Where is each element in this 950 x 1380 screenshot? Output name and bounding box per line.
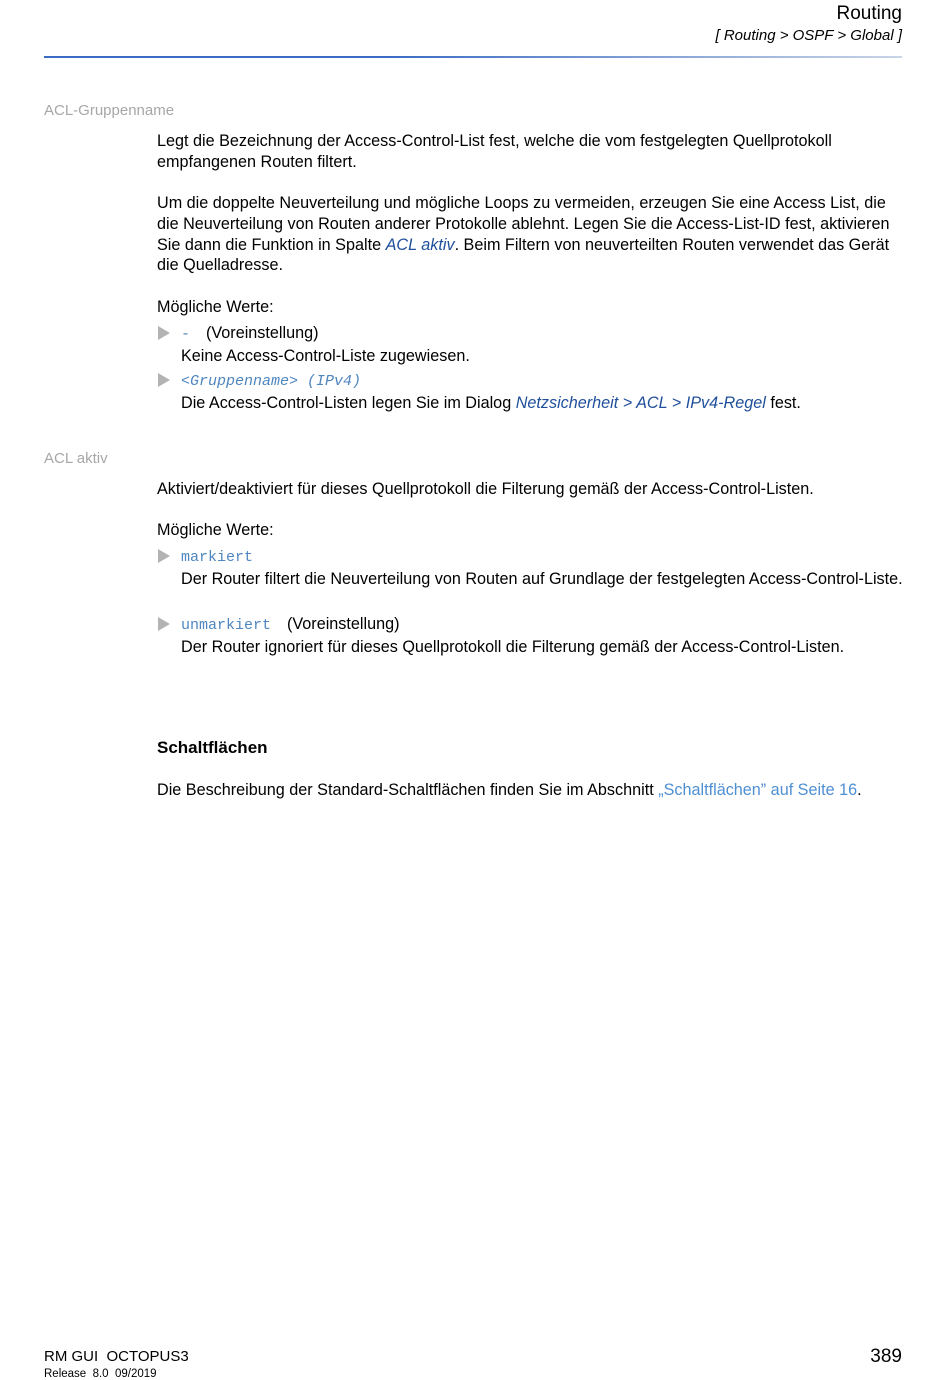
value-code: unmarkiert xyxy=(181,617,272,634)
value-description xyxy=(181,393,907,414)
triangle-bullet-icon xyxy=(158,617,170,631)
buttons-description-text-b: . xyxy=(857,781,862,799)
param-label-acl-active: ACL aktiv xyxy=(44,450,108,467)
value-description-text-a: Die Access-Control-Listen legen Sie im Dialog xyxy=(181,393,516,412)
value-code: - xyxy=(181,326,191,343)
value-description: Der Router filtert die Neuverteilung von Routen auf Grundlage der festgelegten Access-Control-Liste. xyxy=(181,569,903,588)
acl-active-values-label: Mögliche Werte: xyxy=(157,521,274,539)
acl-group-description: Legt die Bezeichnung der Access-Control-List fest, welche die vom festgelegten Quellprotokoll empfangenen Routen filtert. xyxy=(157,132,832,171)
value-item-unchecked xyxy=(157,614,907,658)
value-description-text-b: fest. xyxy=(765,393,801,412)
value-code: markiert xyxy=(181,549,254,566)
value-note: (Voreinstellung) xyxy=(206,324,319,342)
footer-release: Release 8.0 09/2019 xyxy=(44,1368,157,1380)
buttons-description-text-a: Die Beschreibung der Standard-Schaltflächen finden Sie im Abschnitt xyxy=(157,781,659,799)
acl-group-values-label: Mögliche Werte: xyxy=(157,298,274,316)
triangle-bullet-icon xyxy=(158,549,170,563)
buttons-description xyxy=(157,780,907,801)
triangle-bullet-icon xyxy=(158,373,170,387)
acl-group-loop-note-text-a: Um die doppelte Neuverteilung und mögliche Loops zu vermeiden, erzeugen Sie eine Access List, die die Neuverteilung von Routen anderer Protokolle ablehnt. Legen Sie die Access-List-ID fest, aktivieren Sie dann die Funktion in Spalte xyxy=(157,194,890,254)
acl-active-description: Aktiviert/deaktiviert für dieses Quellprotokoll die Filterung gemäß der Access-Control-Listen. xyxy=(157,480,814,498)
triangle-bullet-icon xyxy=(158,326,170,340)
footer-product: RM GUI OCTOPUS3 xyxy=(44,1348,189,1365)
acl-group-loop-note xyxy=(157,193,907,276)
header-divider xyxy=(44,56,902,58)
buttons-page-reference-link[interactable]: „Schaltflächen” auf Seite 16 xyxy=(658,781,858,799)
header-title: Routing xyxy=(836,3,902,24)
value-item-group-name xyxy=(157,370,907,414)
page-number: 389 xyxy=(870,1346,902,1367)
value-note: (Voreinstellung) xyxy=(287,615,400,633)
section-heading-buttons: Schaltflächen xyxy=(157,738,268,757)
ipv4-rule-dialog-link[interactable]: Netzsicherheit > ACL > IPv4-Regel xyxy=(515,393,766,412)
value-description: Der Router ignoriert für dieses Quellprotokoll die Filterung gemäß der Access-Control-Listen. xyxy=(181,637,845,656)
value-item-default xyxy=(157,323,907,367)
header-breadcrumb: [ Routing > OSPF > Global ] xyxy=(715,27,902,44)
param-label-acl-group: ACL-Gruppenname xyxy=(44,102,175,119)
value-code: <Gruppenname> (IPv4) xyxy=(181,373,362,390)
value-description: Keine Access-Control-Liste zugewiesen. xyxy=(181,346,470,365)
acl-group-loop-note-text-b: . Beim Filtern von neuverteilten Routen verwendet das Gerät die Quelladresse. xyxy=(157,235,890,275)
acl-active-reference-link[interactable]: ACL aktiv xyxy=(385,235,455,254)
value-item-checked xyxy=(157,546,907,590)
